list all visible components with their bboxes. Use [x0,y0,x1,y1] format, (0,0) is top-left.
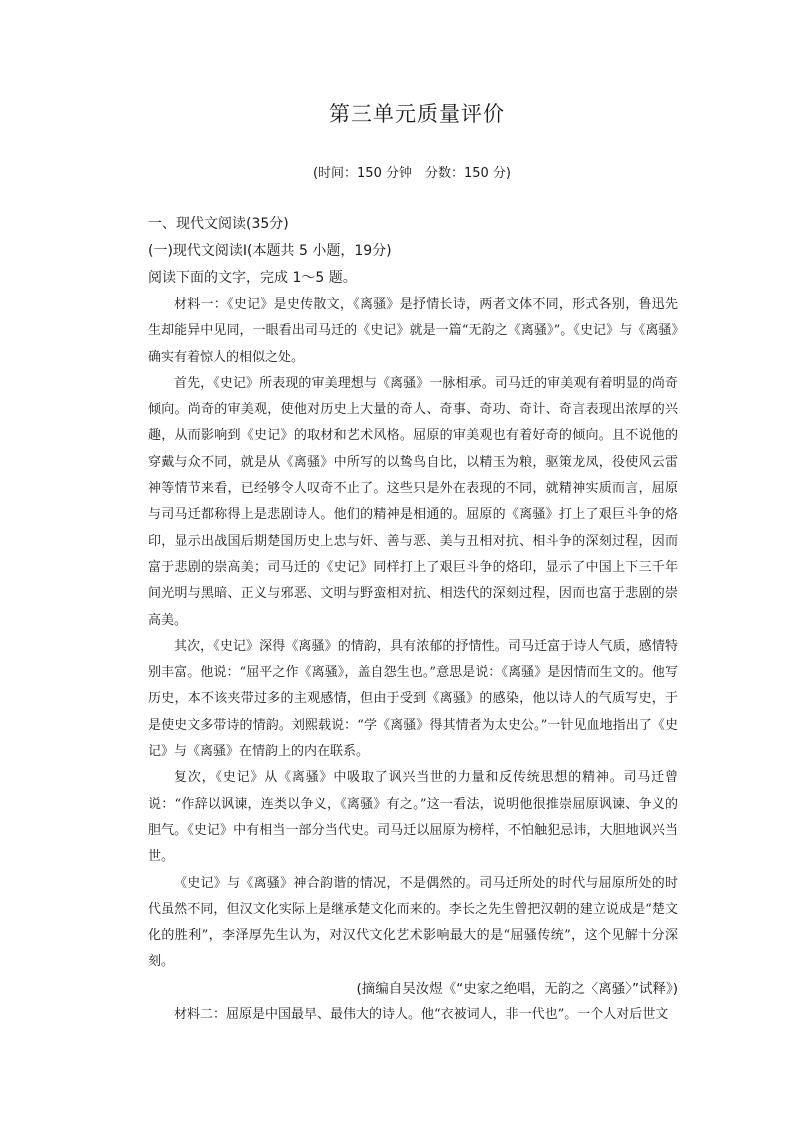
material1-paragraph-5: 《史记》与《离骚》神合韵谐的情况，不是偶然的。司马迁所处的时代与屈原所处的时代虽然不同，但汉文化实际上是继承楚文化而来的。李长之先生曾把汉朝的建立说成是“楚文化的胜利”，李泽厚先生认为，对汉代文化艺术影响最大的是“屈骚传统”，这个见解十分深刻。 [148,875,678,970]
reading-instruction: 阅读下面的文字，完成 1～5 题。 [148,270,357,286]
material1-paragraph-2: 首先，《史记》所表现的审美理想与《离骚》一脉相承。司马迁的审美观有着明显的尚奇倾向。尚奇的审美观，使他对历史上大量的奇人、奇事、奇功、奇计、奇言表现出浓厚的兴趣，从而影响到《史记》的取材和艺术风格。屈原的审美观也有着好奇的倾向。且不说他的穿戴与众不同，就是从《离骚》中所写的以鸷鸟自比，以精玉为粮，驱策龙凤，役使风云雷神等情节来看，已经够令人叹奇不止了。这些只是外在表现的不同，就精神实质而言，屈原与司马迁都称得上是悲剧诗人。他们的精神是相通的。屈原的《离骚》打上了艰巨斗争的烙印，显示出战国后期楚国历史上忠与奸、善与恶、美与丑相对抗、相斗争的深刻过程，因而富于悲剧的崇高美；司马迁的《史记》同样打上了艰巨斗争的烙印，显示了中国上下三千年间光明与黑暗、正义与邪恶、文明与野蛮相对抗、相迭代的深刻过程，因而也富于悲剧的崇高美。 [148,375,678,628]
material1-paragraph-3: 其次，《史记》深得《离骚》的情韵，具有浓郁的抒情性。司马迁富于诗人气质，感情特别丰富。他说：“屈平之作《离骚》，盖自怨生也。”意思是说：《离骚》是因情而生文的。他写历史，本不该夹带过多的主观感情，但由于受到《离骚》的感染，他以诗人的气质写史，于是使史文多带诗的情韵。刘熙载说：“学《离骚》得其情者为太史公。”一针见血地指出了《史记》与《离骚》在情韵上的内在联系。 [148,638,678,760]
section-heading: 一、现代文阅读(35分) [148,216,289,232]
material2-paragraph-1: 材料二：屈原是中国最早、最伟大的诗人。他“衣被词人，非一代也”。一个人对后世文 [174,1007,669,1023]
material1-paragraph-1: 材料一：《史记》是史传散文，《离骚》是抒情长诗，两者文体不同，形式各别，鲁迅先生却能异中见同，一眼看出司马迁的《史记》就是一篇“无韵之《离骚》”。《史记》与《离骚》确实有着惊人的相似之处。 [148,297,678,365]
material1-source: (摘编自吴汝煜《“史家之绝唱，无韵之〈离骚〉”试释》) [356,980,678,997]
passage-body [148,292,678,1028]
exam-time-score: (时间：150 分钟 分数：150 分) [312,166,512,181]
page-title: 第三单元质量评价 [329,102,505,126]
material1-paragraph-4: 复次，《史记》从《离骚》中吸取了讽兴当世的力量和反传统思想的精神。司马迁曾说：“作辞以讽谏，连类以争义，《离骚》有之。”这一看法，说明他很推崇屈原讽谏、争义的胆气。《史记》中有相当一部分当代史。司马迁以屈原为榜样，不怕触犯忌讳，大胆地讽兴当世。 [148,770,678,865]
section-subheading: (一)现代文阅读Ⅰ(本题共 5 小题，19分) [148,243,392,259]
